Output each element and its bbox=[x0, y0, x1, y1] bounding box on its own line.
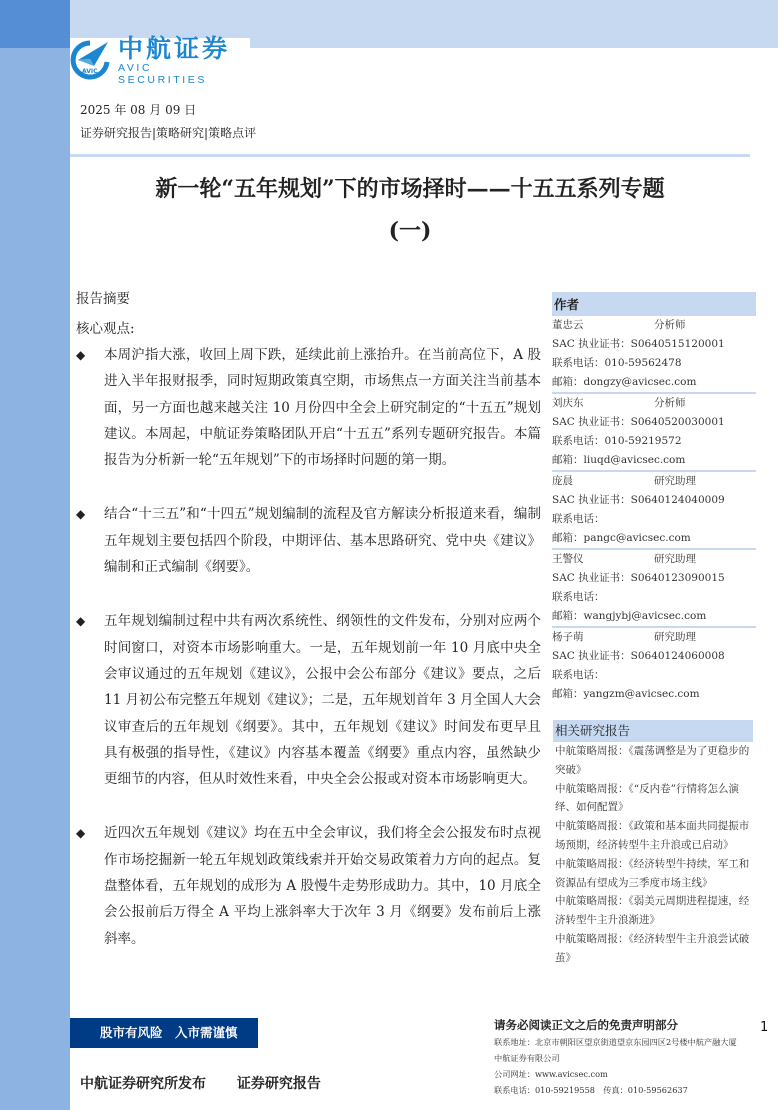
author-sac: SAC 执业证书：S0640124060008 bbox=[552, 650, 725, 662]
page-number: 1 bbox=[760, 1020, 769, 1035]
disclaimer-title: 请务必阅读正文之后的免责声明部分 bbox=[494, 1018, 678, 1032]
author-card bbox=[552, 394, 756, 472]
header-divider bbox=[70, 154, 750, 157]
diamond-bullet-icon: ◆ bbox=[76, 826, 86, 841]
bullet-text: 近四次五年规划《建议》均在五中全会审议，我们将全会公报发布时点视作市场挖掘新一轮五年规划政策线索并开始交易政策着力方向的起点。复盘整体看，五年规划的成形为 A 股慢牛走势形成助力。其中，10 月底全会公报前后万得全 A 平均上涨斜率大于次年 3 月《纲要》发布前后上涨斜率。 bbox=[104, 825, 541, 947]
author-phone: 联系电话： bbox=[552, 591, 605, 603]
author-phone: 联系电话： bbox=[552, 513, 605, 525]
author-role: 研究助理 bbox=[654, 475, 696, 487]
corner-block bbox=[0, 0, 70, 48]
summary-bullet bbox=[76, 608, 541, 792]
authors-panel bbox=[552, 292, 756, 704]
diamond-bullet-icon: ◆ bbox=[76, 348, 86, 362]
author-sac: SAC 执业证书：S0640520030001 bbox=[552, 416, 725, 428]
author-email[interactable]: 邮箱：wangjybj@avicsec.com bbox=[552, 610, 707, 622]
author-phone: 联系电话：010-59562478 bbox=[552, 357, 682, 369]
report-summary bbox=[76, 290, 541, 980]
author-card bbox=[552, 472, 756, 550]
author-email[interactable]: 邮箱：yangzm@avicsec.com bbox=[552, 688, 700, 700]
logo-chinese-name: 中航证券 bbox=[118, 33, 231, 63]
core-view-label: 核心观点: bbox=[76, 321, 135, 337]
author-sac: SAC 执业证书：S0640124040009 bbox=[552, 494, 725, 506]
related-report-link[interactable]: 中航策略周报：《经济转型牛主升浪尝试破茧》 bbox=[555, 932, 750, 964]
related-report-link[interactable]: 中航策略周报：《“反内卷”行情将怎么演绎、如何配置》 bbox=[555, 782, 739, 814]
author-role: 研究助理 bbox=[654, 553, 696, 565]
contact-address: 联系地址：北京市朝阳区望京街道望京东园四区2号楼中航产融大厦 bbox=[494, 1037, 737, 1047]
author-card bbox=[552, 550, 756, 628]
report-date: 2025 年 08 月 09 日 bbox=[80, 103, 197, 117]
author-name: 王警仪 bbox=[552, 553, 584, 565]
author-name: 董忠云 bbox=[552, 319, 584, 331]
svg-text:AVIC: AVIC bbox=[82, 68, 98, 75]
company-logo bbox=[70, 33, 250, 86]
contact-phone-fax: 联系电话：010-59219558 传真：010-59562637 bbox=[494, 1085, 688, 1095]
report-type-label: 证券研究报告 bbox=[236, 1076, 321, 1092]
diamond-bullet-icon: ◆ bbox=[76, 507, 86, 522]
related-report-link[interactable]: 中航策略周报：《震荡调整是为了更稳步的突破》 bbox=[555, 745, 750, 776]
author-card bbox=[552, 628, 756, 704]
summary-label: 报告摘要 bbox=[76, 291, 130, 307]
bullet-text: 五年规划编制过程中共有两次系统性、纲领性的文件发布，分别对应两个时间窗口，对资本市场影响重大。一是，五年规划前一年 10 月底中央全会审议通过的五年规划《建议》，公报中会公布部分《建议》要点，之后 11 月初公布完整五年规划《建议》；二是，五年规划首年 3 月全国人大会议审查后的五年规划《纲要》。其中，五年规划《建议》时间发布更早且具有极强的指导性，《建议》内容基本覆盖《纲要》重点内容，虽然缺少更细节的内容，但从时效性来看，中央全会公报或对资本市场影响更大。 bbox=[104, 613, 541, 788]
author-sac: SAC 执业证书：S0640515120001 bbox=[552, 338, 725, 350]
company-name: 中航证券有限公司 bbox=[494, 1053, 560, 1063]
author-role: 分析师 bbox=[654, 397, 686, 409]
summary-bullet bbox=[76, 501, 541, 580]
authors-header: 作者 bbox=[552, 292, 756, 316]
related-report-link[interactable]: 中航策略周报：《政策和基本面共同提振市场预期，经济转型牛主升浪或已启动》 bbox=[555, 820, 750, 851]
bullet-text: 本周沪指大涨，收回上周下跌，延续此前上涨抬升。在当前高位下，A 股进入半年报财报季，同时短期政策真空期，市场焦点一方面关注当前基本面，另一方面也越来越关注 10 月份四中全会上研究制定的“十五五”规划建议。本周起，中航证券策略团队开启“十五五”系列专题研究报告。本篇报告为分析新一轮“五年规划”下的市场择时问题的第一期。 bbox=[104, 347, 541, 469]
author-sac: SAC 执业证书：S0640123090015 bbox=[552, 572, 725, 584]
publisher-footer bbox=[70, 1064, 490, 1104]
publisher-label: 中航证券研究所发布 bbox=[80, 1076, 206, 1092]
related-report-link[interactable]: 中航策略周报：《经济转型牛持续，军工和资源品有望成为三季度市场主线》 bbox=[555, 857, 750, 889]
report-category: 证券研究报告|策略研究|策略点评 bbox=[80, 126, 257, 140]
related-reports-header: 相关研究报告 bbox=[553, 720, 753, 742]
diamond-bullet-icon: ◆ bbox=[76, 614, 86, 629]
author-name: 庞晨 bbox=[552, 475, 573, 487]
bullet-text: 结合“十三五”和“十四五”规划编制的流程及官方解读分析报道来看，编制五年规划主要包括四个阶段，中期评估、基本思路研究、党中央《建议》编制和正式编制《纲要》。 bbox=[104, 506, 541, 576]
related-reports-panel bbox=[553, 720, 753, 968]
company-website[interactable]: 公司网址：www.avicsec.com bbox=[494, 1069, 608, 1079]
summary-bullet bbox=[76, 820, 541, 951]
report-title: 新一轮“五年规划”下的市场择时——十五五系列专题 bbox=[155, 176, 665, 202]
left-strip bbox=[0, 48, 70, 1110]
logo-english-name: AVIC SECURITIES bbox=[118, 61, 208, 86]
author-role: 分析师 bbox=[654, 319, 686, 331]
disclaimer-block bbox=[494, 1016, 756, 1098]
author-email[interactable]: 邮箱：dongzy@avicsec.com bbox=[552, 376, 697, 388]
author-phone: 联系电话： bbox=[552, 669, 605, 681]
summary-bullet bbox=[76, 342, 541, 473]
author-card bbox=[552, 316, 756, 394]
avic-plane-logo-icon bbox=[70, 40, 110, 80]
author-role: 研究助理 bbox=[654, 631, 696, 643]
author-email[interactable]: 邮箱：liuqd@avicsec.com bbox=[552, 454, 686, 466]
risk-warning-banner: 股市有风险 入市需谨慎 bbox=[70, 1018, 258, 1048]
report-meta bbox=[70, 95, 326, 150]
author-name: 刘庆东 bbox=[552, 397, 584, 409]
related-report-link[interactable]: 中航策略周报：《弱美元周期进程提速，经济转型牛主升浪渐进》 bbox=[555, 895, 750, 927]
author-name: 杨子萌 bbox=[552, 631, 584, 643]
author-email[interactable]: 邮箱：pangc@avicsec.com bbox=[552, 532, 691, 544]
report-title-subtitle: (一) bbox=[388, 218, 432, 244]
author-phone: 联系电话：010-59219572 bbox=[552, 435, 682, 447]
